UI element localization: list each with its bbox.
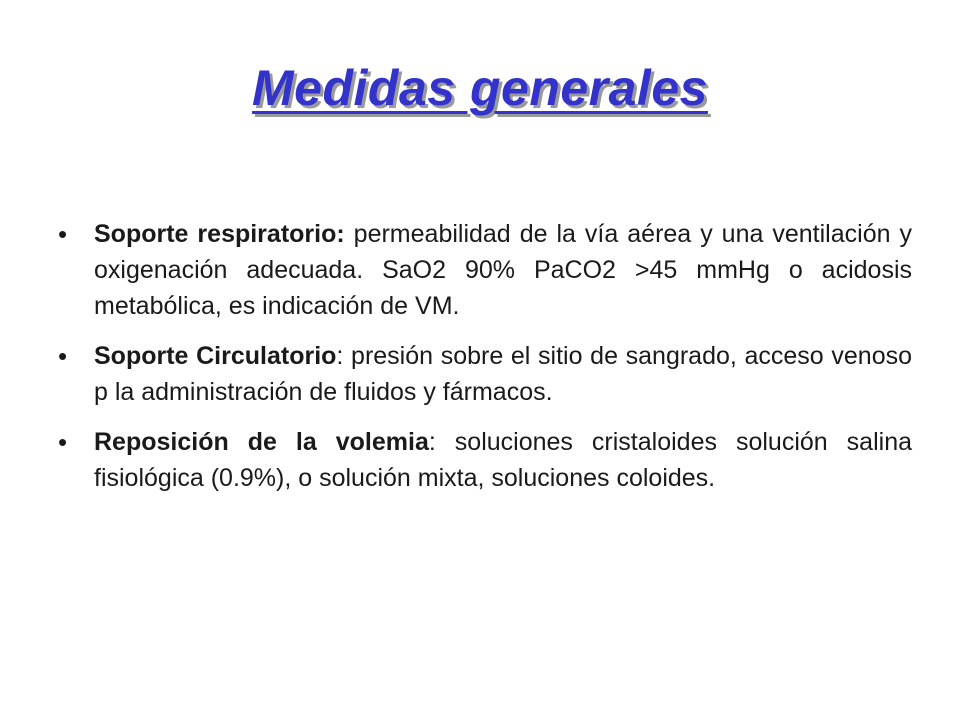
bullet-icon: • [58, 341, 68, 371]
bullet-icon: • [58, 219, 68, 249]
bullet-body: : soluciones cristaloides solución salina fisiológica (0.9%), o solución mixta, soluciones coloides. [94, 428, 912, 492]
bullet-list [0, 216, 960, 510]
bullet-item-volume-replacement [0, 424, 960, 496]
bullet-text [94, 338, 912, 410]
bullet-text [94, 216, 912, 324]
bullet-item-respiratory [0, 216, 960, 324]
bullet-body: : presión sobre el sitio de sangrado, acceso venoso p la administración de fluidos y fármacos. [94, 342, 913, 406]
bullet-body: permeabilidad de la vía aérea y una ventilación y oxigenación adecuada. SaO2 90% PaCO2 >45 mmHg o acidosis metabólica, es indicación de VM. [94, 220, 912, 320]
bullet-lead: Soporte respiratorio: [94, 220, 345, 248]
bullet-text [94, 424, 912, 496]
bullet-lead: Soporte Circulatorio [94, 342, 337, 370]
bullet-item-circulatory [0, 338, 960, 410]
slide-title: Medidas generales [252, 60, 708, 116]
bullet-icon: • [58, 427, 68, 457]
bullet-lead: Reposición de la volemia [94, 428, 429, 456]
